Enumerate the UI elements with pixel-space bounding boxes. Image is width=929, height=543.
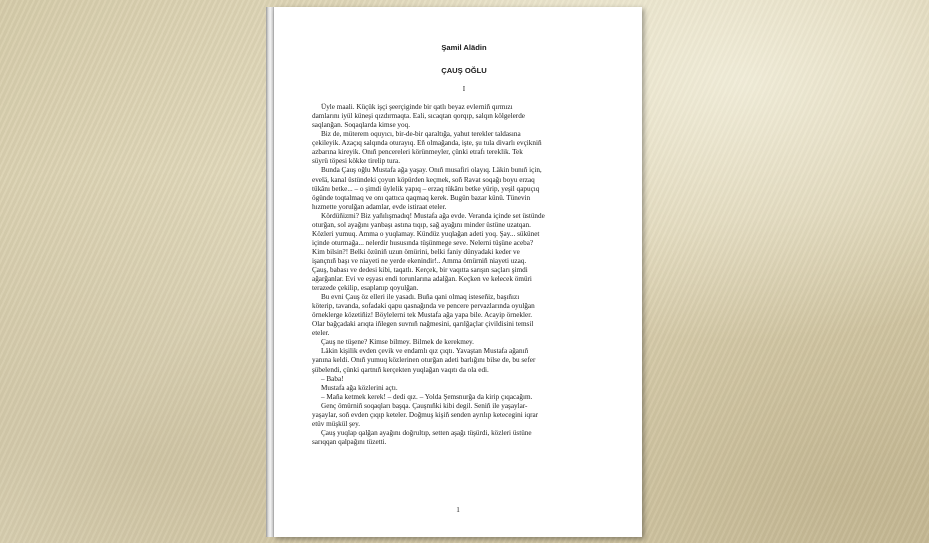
text-line: sarıqqan qalpağını tüzetti. — [312, 437, 387, 446]
text-line: – Baba! — [321, 374, 344, 383]
text-line: – Maña ketmek kerek! – dedi qız. – Yolda Şemsnurğa da kirip çıqacağım. — [321, 392, 533, 401]
text-line: saqlanğan. Soqaqlarda kimse yoq. — [312, 121, 411, 130]
text-line: Genç ömürniñ soqaqları başqa. Çauşnıñki kibi degil. Seniñ ile yaşaylar- — [321, 401, 528, 410]
text-line: örneklerge közetiñiz! Böylelerni tek Mustafa ağa yapa bile. Acayip örnekler. — [312, 311, 532, 320]
paragraph — [312, 429, 616, 447]
text-line: Közleri yumuq. Amma o yuqlamay. Kündüz yuqlağan adeti yoq. Şay... sükünet — [312, 229, 540, 238]
paragraph — [312, 393, 616, 402]
text-line: şübelendi, çünki qartnıñ kerçekten yuqlağan vaqıtı da ola edi. — [312, 365, 489, 374]
text-line: yaşaylar, soñ evden çıqıp keteler. Doğmuş kişiñ senden ayrılıp ketecegini iqrar — [312, 410, 539, 419]
text-line: Çauş ne tüşene? Kimse bilmey. Bilmek de kerekmey. — [321, 338, 474, 347]
paragraph — [312, 375, 616, 384]
page-edge — [266, 7, 274, 537]
text-line: Kim bilsin?! Belki özüniñ uzun ömürini, belki faniy dünyadaki keder ve — [312, 247, 520, 256]
document-page[interactable] — [274, 7, 642, 537]
text-line: evelä, kanal üstündeki çoyun köpürden keçmek, soñ Ravat soqağı boyu erzaq — [312, 175, 535, 184]
text-line: Mustafa ağa közlerini açtı. — [321, 383, 398, 392]
paragraph — [312, 402, 616, 429]
page-number: 1 — [456, 506, 460, 514]
text-line: Bunda Çauş oğlu Mustafa ağa yaşay. Onıñ musafiri olayıq. Läkin bunıñ için, — [321, 166, 542, 175]
text-line: Läkin kişilik evden çevik ve endamlı qız çıqtı. Yavaştan Mustafa ağanıñ — [321, 347, 529, 356]
paragraph — [312, 103, 616, 130]
text-line: süyrü töpesi kökke tirelip tura. — [312, 157, 401, 166]
text-line: hızmette yorulğan adamlar, evde istiraat eteler. — [312, 202, 447, 211]
text-line: Üyle maali. Küçük işçi şeerçiginde bir qatlı beyaz evlerniñ qırmızı — [321, 103, 513, 112]
text-line: ögünde toqtalmaq ve onı qattıca qaqmaq kerek. Bugün bazar künü. Tünevin — [312, 193, 531, 202]
text-line: damlarını iyül küneşi qızdırmaqta. Eali, sıcaqtan qorqıp, salqın kölgelerde — [312, 112, 525, 121]
text-line: ağarğanlar. Evi ve eşyası endi torunlarına adalğan. Keçken ve kelecek ömüri — [312, 275, 532, 284]
text-line: Çauş, babası ve dedesi kibi, taqatlı. Kerçek, bir vaqıtta sarışın saçları şimdi — [312, 265, 528, 274]
paragraph — [312, 384, 616, 393]
text-line: oturğan, sol ayağını yanbaşı astına tıqıp, sağ ayağını minder üstüne uzatqan. — [312, 220, 531, 229]
text-line: köterip, tavanda, sofadaki qapu qasnağında ve pencere pervazlarında oyulğan — [312, 302, 535, 311]
author-name: Şamil Alädin — [441, 43, 487, 52]
text-line: Biz de, müterem oquyıcı, bir-de-bir qaraltığa, yahut terekler taldasına — [321, 130, 521, 139]
text-line: Olar bağçadaki arıqta iñlegen suvnıñ nağmesini, qarılğaçlar çivildisini temsil — [312, 320, 534, 329]
paragraph — [312, 338, 616, 347]
paragraph — [312, 166, 616, 211]
paragraph — [312, 130, 616, 166]
text-line: tükânı betke... – o şimdi üylelik yapıq – erzaq tükânı betke yürip, yeşil qapuçıq — [312, 184, 540, 193]
story-title: ÇAUŞ OĞLU — [441, 66, 487, 76]
text-line: Bu evni Çauş öz elleri ile yasadı. Buña qani olmaq isteseñiz, başıñızı — [321, 293, 520, 302]
text-line: çekileyik. Azaçıq salqında oturayıq. Eñ olmağanda, işte, şu tula divarlı evçikniñ — [312, 139, 542, 148]
text-line: yanına keldi. Onıñ yumuq közlerinen oturğan adeti barlığını bilse de, bu sefer — [312, 356, 536, 365]
text-line: Çauş yuqlap qalğan ayağını doğrultıp, setten aşağı tüşürdi, közleri üstüne — [321, 428, 532, 437]
paragraph — [312, 212, 616, 293]
page-stack — [266, 7, 642, 537]
story-body — [312, 103, 616, 447]
text-line: içinde oturmağa... nelerdir hususında tüşünmege seve. Nelerni tüşüne aceba? — [312, 238, 534, 247]
text-line: terazede çekilip, esaplanıp qoyulğan. — [312, 284, 419, 293]
text-line: eteler. — [312, 329, 330, 338]
paragraph — [312, 293, 616, 338]
text-line: azbarına kireyik. Onıñ pencereleri körünmeyler, çünki etrafı tereklik. Tek — [312, 148, 523, 157]
section-number: I — [462, 85, 466, 94]
text-line: etüv müşkül şey. — [312, 419, 361, 428]
paragraph — [312, 347, 616, 374]
text-line: işançnıñ başı ve niayeti ne yerde ekenindir!.. Amma ömürniñ niayeti uzaq. — [312, 256, 527, 265]
text-line: Kördüñizmi? Biz yañılışmadıq! Mustafa ağa evde. Veranda içinde set üstünde — [321, 211, 545, 220]
